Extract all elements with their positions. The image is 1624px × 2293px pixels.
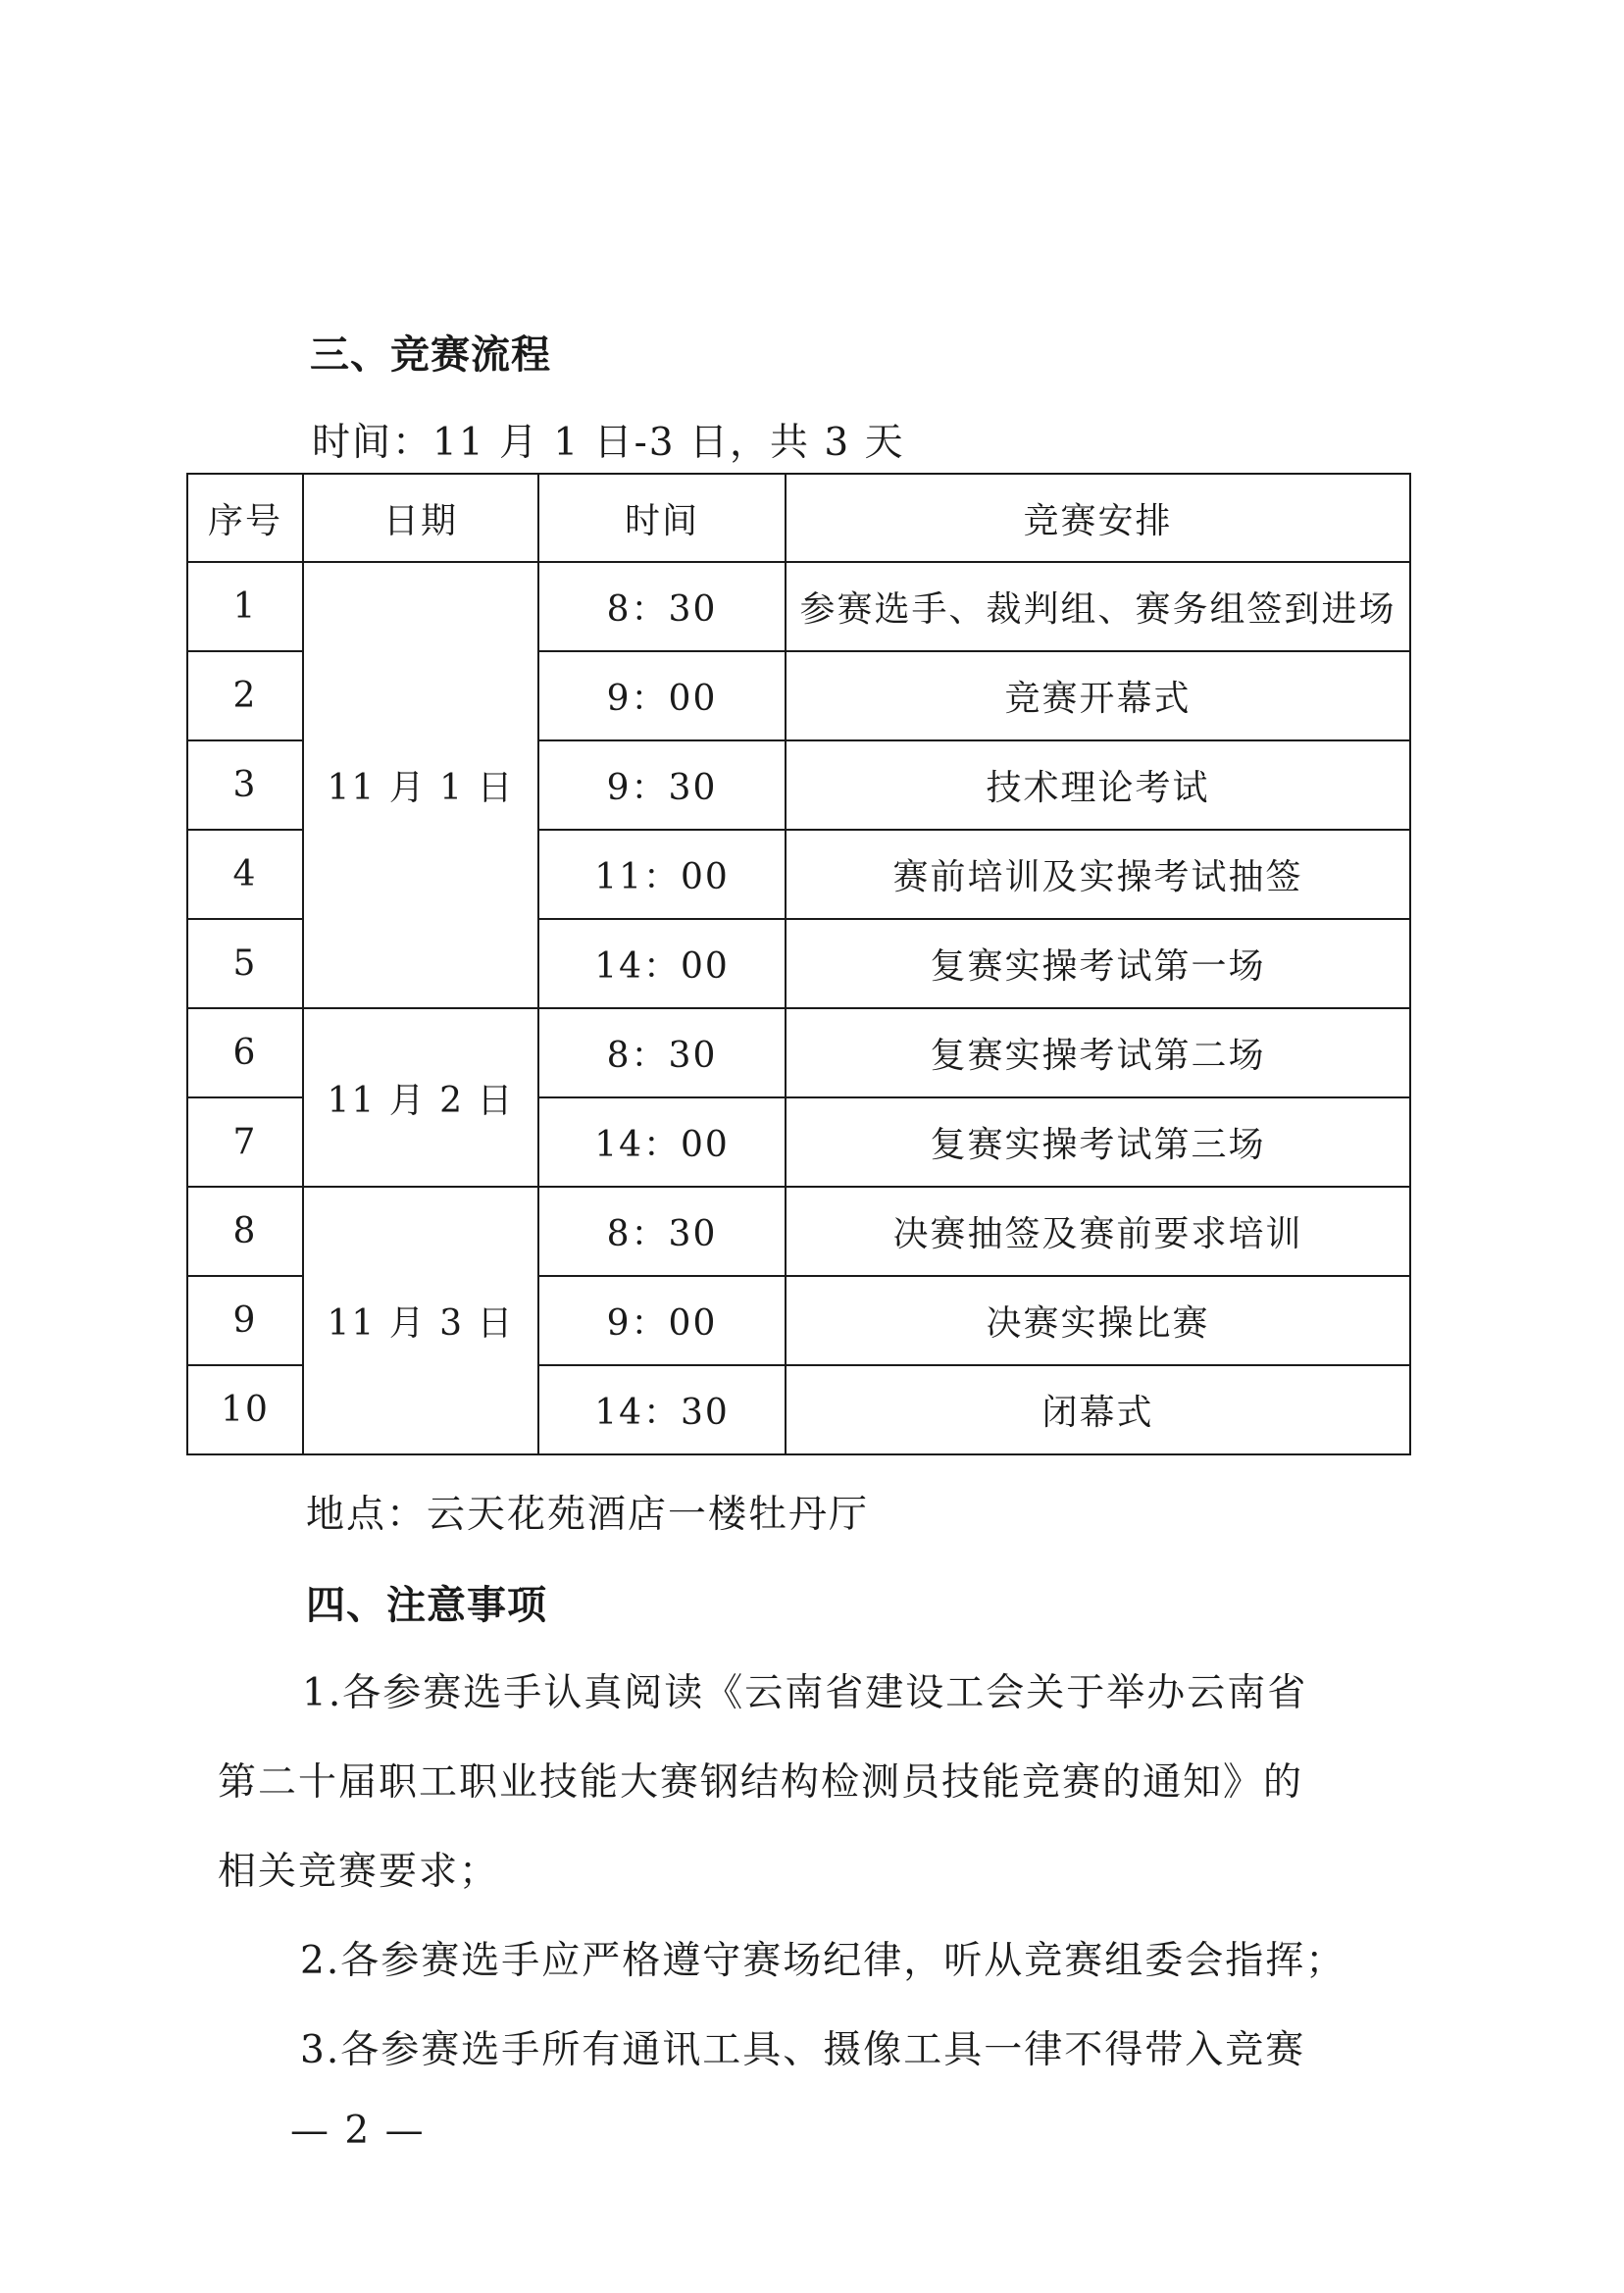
row-no: 6 [187,1008,303,1097]
notice-item-2: 2.各参赛选手应严格遵守赛场纪律，听从竞赛组委会指挥； [300,1939,1346,1983]
section4-heading: 四、注意事项 [306,1583,547,1628]
schedule-table [186,473,1411,1455]
row-item: 复赛实操考试第二场 [786,1008,1410,1097]
row-time: 14：30 [538,1365,786,1454]
table-header-row [187,474,1410,562]
location-line: 地点：云天花苑酒店一楼牡丹厅 [306,1493,870,1537]
row-time: 8：30 [538,562,786,651]
row-time: 11：00 [538,830,786,919]
row-no: 7 [187,1097,303,1187]
row-item: 复赛实操考试第一场 [786,919,1410,1008]
notice-item-1-line-2: 第二十届职工职业技能大赛钢结构检测员技能竞赛的通知》的 [218,1760,1304,1805]
row-time: 8：30 [538,1187,786,1276]
header-no: 序号 [187,474,303,562]
row-item: 赛前培训及实操考试抽签 [786,830,1410,919]
row-item: 技术理论考试 [786,740,1410,830]
row-no: 3 [187,740,303,830]
table-row [187,1187,1410,1276]
row-no: 4 [187,830,303,919]
row-item: 闭幕式 [786,1365,1410,1454]
header-time: 时间 [538,474,786,562]
row-item: 参赛选手、裁判组、赛务组签到进场 [786,562,1410,651]
date-cell: 11 月 3 日 [303,1187,538,1454]
notice-item-1-line-3: 相关竞赛要求； [218,1850,500,1894]
header-date: 日期 [303,474,538,562]
table-row [187,562,1410,651]
date-cell: 11 月 1 日 [303,562,538,1008]
row-time: 9：00 [538,1276,786,1365]
section3-heading: 三、竞赛流程 [310,332,551,378]
row-time: 8：30 [538,1008,786,1097]
page-number: — 2 — [290,2109,426,2153]
row-no: 8 [187,1187,303,1276]
row-item: 竞赛开幕式 [786,651,1410,740]
row-time: 14：00 [538,919,786,1008]
row-no: 1 [187,562,303,651]
notice-item-1-line-1: 1.各参赛选手认真阅读《云南省建设工会关于举办云南省 [302,1671,1308,1715]
row-no: 9 [187,1276,303,1365]
date-cell: 11 月 2 日 [303,1008,538,1187]
row-item: 决赛实操比赛 [786,1276,1410,1365]
header-arrangement: 竞赛安排 [786,474,1410,562]
notice-item-3: 3.各参赛选手所有通讯工具、摄像工具一律不得带入竞赛 [300,2028,1306,2072]
row-time: 14：00 [538,1097,786,1187]
time-line: 时间：11 月 1 日-3 日，共 3 天 [312,421,905,465]
table-row [187,1008,1410,1097]
row-item: 复赛实操考试第三场 [786,1097,1410,1187]
row-item: 决赛抽签及赛前要求培训 [786,1187,1410,1276]
row-no: 2 [187,651,303,740]
row-time: 9：30 [538,740,786,830]
row-time: 9：00 [538,651,786,740]
row-no: 5 [187,919,303,1008]
row-no: 10 [187,1365,303,1454]
